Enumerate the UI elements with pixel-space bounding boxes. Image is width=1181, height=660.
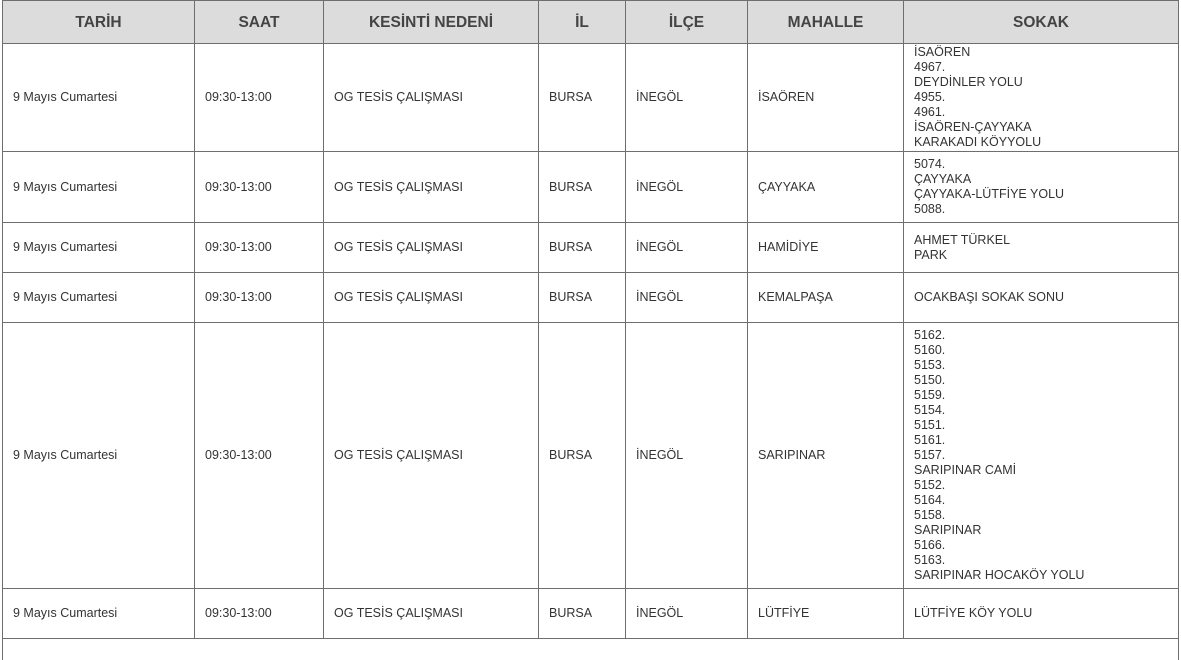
column-header-saat: SAAT [195, 1, 324, 44]
cell-mahalle: İSAÖREN [748, 44, 904, 152]
cell-sokak: İSAÖREN 4967. DEYDİNLER YOLU 4955. 4961. İSAÖREN-ÇAYYAKA KARAKADI KÖYYOLU [904, 44, 1179, 152]
cell-il: BURSA [539, 323, 626, 589]
cell-saat: 09:30-13:00 [195, 152, 324, 223]
cell-ilce: İNEGÖL [626, 589, 748, 639]
table-row-empty [3, 639, 1179, 660]
table-row [3, 223, 1179, 273]
cell-ilce: İNEGÖL [626, 273, 748, 323]
cell-kesinti-nedeni: OG TESİS ÇALIŞMASI [324, 273, 539, 323]
column-header-ilce: İLÇE [626, 1, 748, 44]
column-header-tarih: TARİH [3, 1, 195, 44]
table-row [3, 589, 1179, 639]
cell-mahalle: SARIPINAR [748, 323, 904, 589]
cell-sokak: LÜTFİYE KÖY YOLU [904, 589, 1179, 639]
cell-sokak: 5074. ÇAYYAKA ÇAYYAKA-LÜTFİYE YOLU 5088. [904, 152, 1179, 223]
empty-cell [3, 639, 1179, 660]
cell-tarih: 9 Mayıs Cumartesi [3, 152, 195, 223]
cell-il: BURSA [539, 152, 626, 223]
cell-mahalle: LÜTFİYE [748, 589, 904, 639]
cell-kesinti-nedeni: OG TESİS ÇALIŞMASI [324, 152, 539, 223]
table-row [3, 152, 1179, 223]
cell-il: BURSA [539, 273, 626, 323]
cell-sokak: 5162. 5160. 5153. 5150. 5159. 5154. 5151. 5161. 5157. SARIPINAR CAMİ 5152. 5164. 5158. SARIPINAR 5166. 5163. SARIPINAR HOCAKÖY YOLU [904, 323, 1179, 589]
cell-kesinti-nedeni: OG TESİS ÇALIŞMASI [324, 589, 539, 639]
cell-saat: 09:30-13:00 [195, 273, 324, 323]
column-header-mahalle: MAHALLE [748, 1, 904, 44]
cell-tarih: 9 Mayıs Cumartesi [3, 323, 195, 589]
cell-il: BURSA [539, 223, 626, 273]
power-outage-table [2, 0, 1179, 660]
cell-tarih: 9 Mayıs Cumartesi [3, 223, 195, 273]
cell-ilce: İNEGÖL [626, 323, 748, 589]
cell-kesinti-nedeni: OG TESİS ÇALIŞMASI [324, 323, 539, 589]
cell-sokak: OCAKBAŞI SOKAK SONU [904, 273, 1179, 323]
table-row [3, 273, 1179, 323]
cell-ilce: İNEGÖL [626, 223, 748, 273]
cell-tarih: 9 Mayıs Cumartesi [3, 44, 195, 152]
cell-kesinti-nedeni: OG TESİS ÇALIŞMASI [324, 223, 539, 273]
cell-mahalle: HAMİDİYE [748, 223, 904, 273]
cell-tarih: 9 Mayıs Cumartesi [3, 273, 195, 323]
cell-saat: 09:30-13:00 [195, 223, 324, 273]
cell-il: BURSA [539, 44, 626, 152]
column-header-kesinti-nedeni: KESİNTİ NEDENİ [324, 1, 539, 44]
cell-mahalle: KEMALPAŞA [748, 273, 904, 323]
cell-kesinti-nedeni: OG TESİS ÇALIŞMASI [324, 44, 539, 152]
cell-il: BURSA [539, 589, 626, 639]
cell-mahalle: ÇAYYAKA [748, 152, 904, 223]
table-row [3, 44, 1179, 152]
table-header-row [3, 1, 1179, 44]
table-row [3, 323, 1179, 589]
cell-saat: 09:30-13:00 [195, 323, 324, 589]
cell-tarih: 9 Mayıs Cumartesi [3, 589, 195, 639]
cell-ilce: İNEGÖL [626, 152, 748, 223]
cell-saat: 09:30-13:00 [195, 44, 324, 152]
cell-saat: 09:30-13:00 [195, 589, 324, 639]
cell-sokak: AHMET TÜRKEL PARK [904, 223, 1179, 273]
column-header-sokak: SOKAK [904, 1, 1179, 44]
column-header-il: İL [539, 1, 626, 44]
cell-ilce: İNEGÖL [626, 44, 748, 152]
